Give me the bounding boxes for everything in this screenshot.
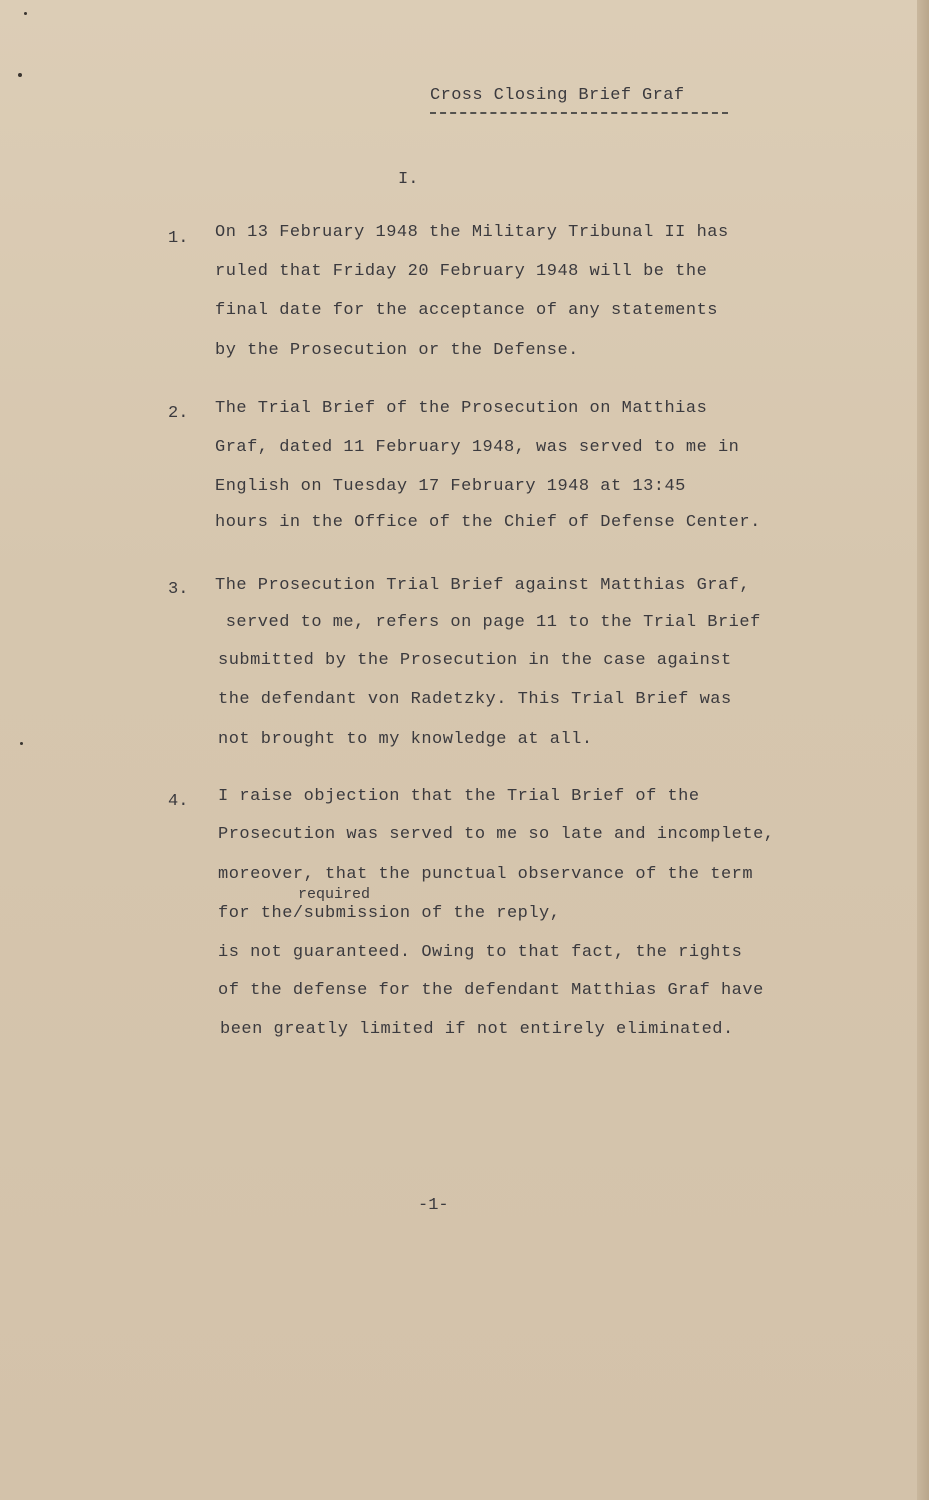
paragraph-line: not brought to my knowledge at all. bbox=[218, 730, 593, 749]
paragraph-line: submitted by the Prosecution in the case against bbox=[218, 651, 732, 670]
paragraph-line: The Trial Brief of the Prosecution on Matthias bbox=[215, 399, 708, 418]
paragraph-line: by the Prosecution or the Defense. bbox=[215, 341, 579, 360]
ink-speck bbox=[18, 73, 22, 77]
paragraph-line: hours in the Office of the Chief of Defense Center. bbox=[215, 513, 761, 532]
ink-speck bbox=[24, 12, 27, 15]
paragraph-line: ruled that Friday 20 February 1948 will be the bbox=[215, 262, 708, 281]
paragraph-number: 1. bbox=[168, 229, 189, 248]
paragraph-line: the defendant von Radetzky. This Trial Brief was bbox=[218, 690, 732, 709]
section-heading: I. bbox=[398, 170, 419, 189]
handwritten-insertion: required bbox=[298, 886, 371, 903]
ink-speck bbox=[20, 742, 23, 745]
title-underline bbox=[430, 112, 728, 114]
paragraph-line: Graf, dated 11 February 1948, was served to me in bbox=[215, 438, 740, 457]
paragraph-line: Prosecution was served to me so late and incomplete, bbox=[218, 825, 775, 844]
page-edge-shadow bbox=[917, 0, 929, 1500]
paragraph-line: for the/submission of the reply, bbox=[218, 904, 561, 923]
paragraph-line: English on Tuesday 17 February 1948 at 13:45 bbox=[215, 477, 686, 496]
paragraph-number: 3. bbox=[168, 580, 189, 599]
document-title: Cross Closing Brief Graf bbox=[430, 86, 685, 105]
paragraph-line: of the defense for the defendant Matthias Graf have bbox=[218, 981, 764, 1000]
paragraph-line: moreover, that the punctual observance of the term bbox=[218, 865, 754, 884]
page-number: -1- bbox=[418, 1196, 449, 1215]
paragraph-line: served to me, refers on page 11 to the Trial Brief bbox=[215, 613, 761, 632]
paragraph-line: The Prosecution Trial Brief against Matthias Graf, bbox=[215, 576, 751, 595]
paragraph-number: 2. bbox=[168, 404, 189, 423]
paragraph-line: final date for the acceptance of any statements bbox=[215, 301, 718, 320]
paragraph-line: I raise objection that the Trial Brief of the bbox=[218, 787, 700, 806]
paragraph-line: is not guaranteed. Owing to that fact, the rights bbox=[218, 943, 743, 962]
paragraph-line: been greatly limited if not entirely eliminated. bbox=[220, 1020, 734, 1039]
paragraph-line: On 13 February 1948 the Military Tribunal II has bbox=[215, 223, 729, 242]
paragraph-number: 4. bbox=[168, 792, 189, 811]
